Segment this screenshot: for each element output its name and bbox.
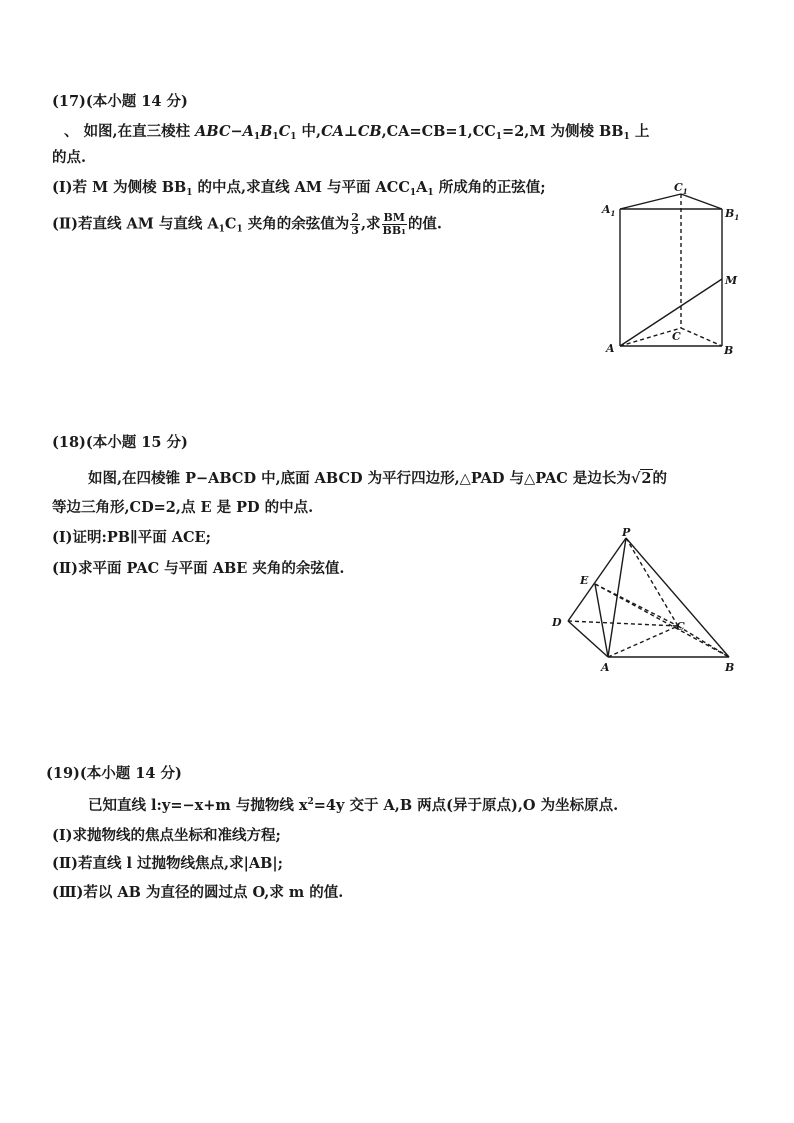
q19-part1: (Ⅰ)求抛物线的焦点坐标和准线方程;: [52, 827, 281, 844]
q18-stem-line2: 等边三角形,CD=2,点 E 是 PD 的中点.: [52, 499, 314, 516]
q17-prism: ABC−A: [195, 123, 254, 140]
q19-part3: (Ⅲ)若以 AB 为直径的圆过点 O,求 m 的值.: [52, 884, 344, 901]
q17-prism-figure: [596, 176, 746, 362]
q19-stem: 已知直线 l:y=−x+m 与抛物线 $x^2=4y$ 交于 A,B 两点(异于原点),O 为坐标原点.: [88, 797, 619, 814]
q17-label-A: A: [606, 342, 615, 355]
q18-part1: (Ⅰ)证明:PB∥平面 ACE;: [52, 529, 211, 546]
q17-stem-line1: 、 如图,在直三棱柱 $ABC-A_1B_1C_1$ 中$,CA\perp CB,CA=CB=1,CC_1=2,M$ 为侧棱 $BB_1$ 上: [64, 123, 650, 142]
q17-header: (17)(本小题 14 分): [52, 93, 188, 110]
q17-label-C: C: [672, 330, 681, 343]
q17-frac-ratio: $\frac{BM}{\text{BB₁}}$: [382, 211, 406, 237]
q17-mark: 、: [64, 123, 79, 140]
q18-header: (18)(本小题 15 分): [52, 434, 188, 451]
q19-header: (19)(本小题 14 分): [46, 765, 182, 782]
q17-part1: (Ⅰ)若 M 为侧棱 $BB_1$ 的中点,求直线 AM 与平面 $ACC_1A_1$ 所成角的正弦值;: [52, 179, 546, 198]
q17-label-B1: $B_1$: [725, 207, 740, 222]
q18-sqrt: √2: [630, 470, 652, 487]
q17-part2: (Ⅱ)若直线 AM 与直线 $A_1C_1$ 夹角的余弦值为 $\frac{2}{3}$ ,求 $\frac{BM}{\text{BB₁}}$ 的值.: [52, 211, 442, 237]
q18-label-E: E: [580, 574, 589, 587]
q18-label-A: A: [601, 661, 610, 674]
q18-stem-line1: 如图,在四棱锥 P−ABCD 中,底面 ABCD 为平行四边形,△PAD 与△PAC 是边长为√2的: [88, 470, 668, 487]
q19-part2: (Ⅱ)若直线 l 过抛物线焦点,求|AB|;: [52, 855, 284, 872]
q18-part2: (Ⅱ)求平面 PAC 与平面 ABE 夹角的余弦值.: [52, 560, 345, 577]
q18-label-B: B: [725, 661, 735, 674]
q17-stem-line2: 的点.: [52, 149, 87, 166]
q17-frac-cos: $\frac{2}{3}$: [351, 211, 359, 237]
q18-label-C: C: [676, 620, 685, 633]
q18-pyramid-figure: [548, 528, 748, 676]
q17-stem-lead: 如图,在直三棱柱: [83, 123, 196, 140]
q17-label-A1: $A_1$: [602, 203, 616, 218]
q17-label-M: M: [725, 274, 738, 287]
q17-label-B: B: [724, 344, 734, 357]
q18-label-D: D: [552, 616, 562, 629]
q18-label-P: P: [622, 526, 631, 539]
q17-label-C1: $C_1$: [674, 181, 688, 196]
